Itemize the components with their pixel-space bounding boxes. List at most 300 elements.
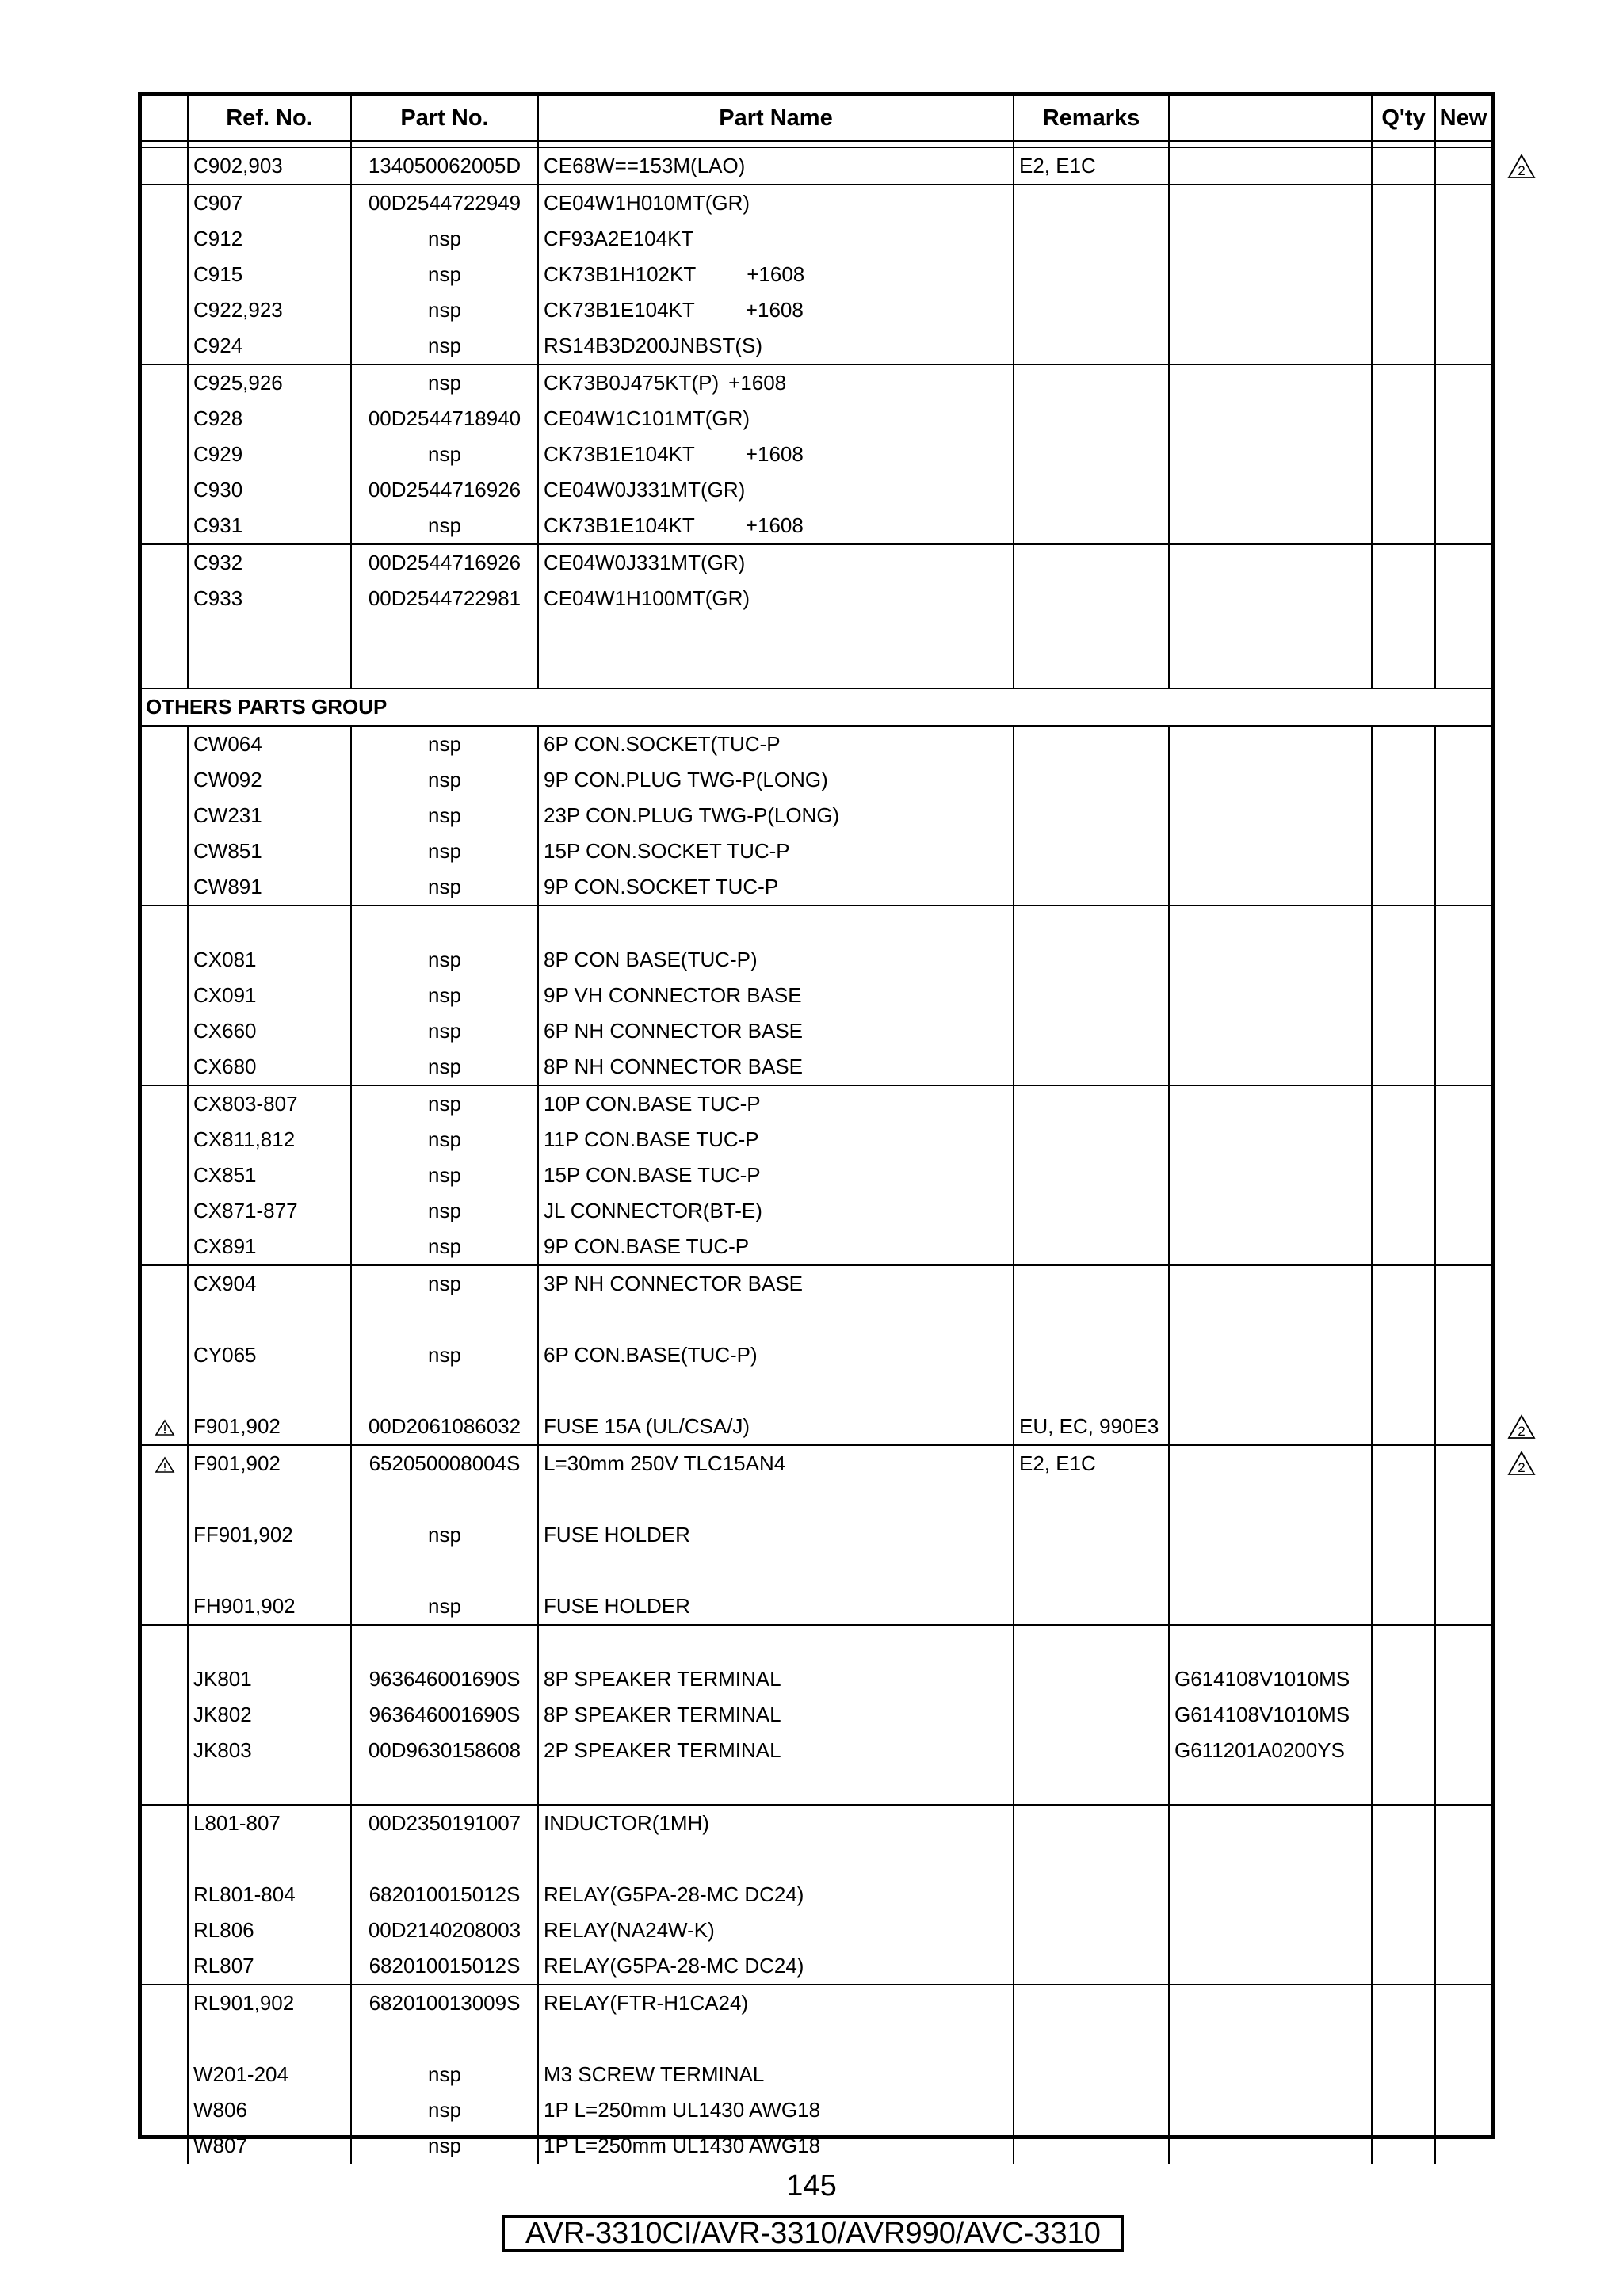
- extra-code-cell: [1169, 2092, 1372, 2128]
- revision-triangle-icon: [1507, 1451, 1536, 1476]
- table-row: [142, 1697, 1491, 1733]
- table-row: [142, 1265, 1491, 1302]
- part-no-cell: nsp: [351, 1265, 538, 1302]
- new-cell: [1435, 2128, 1491, 2164]
- ref-no-cell: C933: [188, 581, 351, 616]
- remarks-cell: [1014, 869, 1169, 906]
- remarks-cell: [1014, 437, 1169, 472]
- qty-cell: [1372, 1517, 1435, 1553]
- qty-cell: [1372, 581, 1435, 616]
- part-no-cell: 00D9630158608: [351, 1733, 538, 1768]
- warning-cell: [142, 147, 188, 185]
- new-cell: [1435, 1985, 1491, 2021]
- part-no-cell: [351, 2021, 538, 2057]
- extra-code-cell: [1169, 364, 1372, 401]
- ref-no-cell: CW891: [188, 869, 351, 906]
- remarks-cell: [1014, 1373, 1169, 1409]
- warning-cell: [142, 1625, 188, 1661]
- ref-no-cell: C907: [188, 185, 351, 221]
- new-cell: [1435, 257, 1491, 292]
- new-cell: [1435, 1193, 1491, 1229]
- warning-cell: [142, 1373, 188, 1409]
- warning-cell: [142, 942, 188, 978]
- warning-cell: [142, 2092, 188, 2128]
- extra-code-cell: [1169, 1122, 1372, 1158]
- part-name-text: CF93A2E104KT: [544, 227, 694, 250]
- part-name-text: 15P CON.SOCKET TUC-P: [544, 839, 790, 863]
- part-name-text: FUSE 15A (UL/CSA/J): [544, 1414, 750, 1438]
- table-row: [142, 364, 1491, 401]
- table-row: [142, 1193, 1491, 1229]
- new-cell: [1435, 185, 1491, 221]
- extra-code-cell: G614108V1010MS: [1169, 1661, 1372, 1697]
- table-row: [142, 147, 1491, 185]
- part-name-cell: [538, 942, 1014, 978]
- warning-cell: [142, 581, 188, 616]
- ref-no-cell: RL901,902: [188, 1985, 351, 2021]
- remarks-cell: [1014, 1482, 1169, 1517]
- warning-cell: [142, 1733, 188, 1768]
- ref-no-cell: RL807: [188, 1948, 351, 1985]
- ref-no-cell: [188, 1482, 351, 1517]
- qty-cell: [1372, 652, 1435, 688]
- warning-cell: [142, 1122, 188, 1158]
- header-row: [142, 96, 1491, 141]
- qty-cell: [1372, 1948, 1435, 1985]
- qty-cell: [1372, 1265, 1435, 1302]
- remarks-cell: E2, E1C: [1014, 147, 1169, 185]
- extra-code-cell: [1169, 1553, 1372, 1589]
- part-name-suffix: +1608: [747, 262, 805, 286]
- part-name-cell: [538, 1517, 1014, 1553]
- table-row: [142, 1122, 1491, 1158]
- extra-code-cell: [1169, 2128, 1372, 2164]
- extra-code-cell: [1169, 1158, 1372, 1193]
- new-cell: [1435, 364, 1491, 401]
- remarks-cell: [1014, 508, 1169, 544]
- table-row: [142, 185, 1491, 221]
- remarks-cell: [1014, 581, 1169, 616]
- part-name-suffix: +1608: [745, 513, 804, 537]
- new-cell: [1435, 1445, 1491, 1482]
- extra-code-cell: G611201A0200YS: [1169, 1733, 1372, 1768]
- part-name-cell: [538, 1985, 1014, 2021]
- part-name-cell: [538, 1265, 1014, 1302]
- part-name-text: 6P CON.BASE(TUC-P): [544, 1343, 758, 1367]
- new-cell: [1435, 1122, 1491, 1158]
- part-no-cell: nsp: [351, 328, 538, 364]
- warning-cell: [142, 1085, 188, 1122]
- ref-no-cell: C922,923: [188, 292, 351, 328]
- ref-no-cell: CX891: [188, 1229, 351, 1265]
- part-name-text: FUSE HOLDER: [544, 1523, 690, 1547]
- part-name-text: 1P L=250mm UL1430 AWG18: [544, 2098, 821, 2122]
- new-cell: [1435, 1768, 1491, 1805]
- part-name-cell: [538, 328, 1014, 364]
- warning-cell: [142, 869, 188, 906]
- part-name-text: CE04W0J331MT(GR): [544, 478, 746, 502]
- table-row: [142, 1913, 1491, 1948]
- part-no-cell: nsp: [351, 221, 538, 257]
- warning-cell: [142, 1302, 188, 1337]
- part-name-text: 10P CON.BASE TUC-P: [544, 1092, 761, 1116]
- remarks-cell: [1014, 978, 1169, 1013]
- part-name-text: 9P VH CONNECTOR BASE: [544, 983, 802, 1007]
- table-row: [142, 2057, 1491, 2092]
- qty-cell: [1372, 401, 1435, 437]
- ref-no-cell: C930: [188, 472, 351, 508]
- qty-cell: [1372, 1122, 1435, 1158]
- warning-cell: [142, 1553, 188, 1589]
- ref-no-cell: JK803: [188, 1733, 351, 1768]
- remarks-cell: [1014, 652, 1169, 688]
- ref-no-cell: FH901,902: [188, 1589, 351, 1625]
- part-name-text: 8P NH CONNECTOR BASE: [544, 1055, 804, 1078]
- qty-cell: [1372, 942, 1435, 978]
- remarks-cell: [1014, 1553, 1169, 1589]
- remarks-cell: [1014, 221, 1169, 257]
- warning-cell: [142, 2128, 188, 2164]
- table-row: [142, 1841, 1491, 1877]
- warning-cell: [142, 328, 188, 364]
- header-gap-row: [142, 141, 1491, 147]
- new-cell: [1435, 292, 1491, 328]
- extra-code-cell: [1169, 1948, 1372, 1985]
- part-name-text: INDUCTOR(1MH): [544, 1811, 709, 1835]
- qty-cell: [1372, 1409, 1435, 1445]
- ref-no-cell: [188, 652, 351, 688]
- remarks-cell: [1014, 1517, 1169, 1553]
- ref-no-cell: [188, 1768, 351, 1805]
- part-name-text: RELAY(G5PA-28-MC DC24): [544, 1954, 804, 1978]
- part-no-cell: nsp: [351, 798, 538, 833]
- remarks-cell: [1014, 2021, 1169, 2057]
- col-new: New: [1435, 96, 1491, 141]
- part-no-cell: nsp: [351, 1193, 538, 1229]
- ref-no-cell: F901,902: [188, 1409, 351, 1445]
- qty-cell: [1372, 1373, 1435, 1409]
- warning-cell: [142, 1768, 188, 1805]
- ref-no-cell: CW064: [188, 726, 351, 762]
- part-name-text: 9P CON.BASE TUC-P: [544, 1234, 750, 1258]
- part-name-text: 8P CON BASE(TUC-P): [544, 948, 758, 971]
- part-no-cell: nsp: [351, 978, 538, 1013]
- warning-cell: [142, 2021, 188, 2057]
- ref-no-cell: [188, 1373, 351, 1409]
- caution-icon: [155, 1456, 175, 1474]
- qty-cell: [1372, 978, 1435, 1013]
- ref-no-cell: CX851: [188, 1158, 351, 1193]
- warning-cell: [142, 401, 188, 437]
- part-name-text: 3P NH CONNECTOR BASE: [544, 1272, 804, 1295]
- ref-no-cell: CX904: [188, 1265, 351, 1302]
- part-no-cell: [351, 1625, 538, 1661]
- part-name-cell: [538, 1877, 1014, 1913]
- table-row: [142, 1517, 1491, 1553]
- part-no-cell: nsp: [351, 1013, 538, 1049]
- warning-cell: [142, 2057, 188, 2092]
- table-row: [142, 472, 1491, 508]
- extra-code-cell: [1169, 1913, 1372, 1948]
- part-name-cell: [538, 401, 1014, 437]
- part-name-cell: [538, 1445, 1014, 1482]
- table-row: [142, 1482, 1491, 1517]
- part-name-suffix: +1608: [745, 298, 804, 322]
- new-cell: [1435, 1625, 1491, 1661]
- ref-no-cell: C928: [188, 401, 351, 437]
- remarks-cell: [1014, 472, 1169, 508]
- part-name-cell: [538, 798, 1014, 833]
- remarks-cell: [1014, 2057, 1169, 2092]
- extra-code-cell: [1169, 652, 1372, 688]
- new-cell: [1435, 1517, 1491, 1553]
- part-name-text: CE04W1H100MT(GR): [544, 586, 750, 610]
- warning-cell: [142, 437, 188, 472]
- extra-code-cell: [1169, 1445, 1372, 1482]
- qty-cell: [1372, 2021, 1435, 2057]
- qty-cell: [1372, 1193, 1435, 1229]
- warning-cell: [142, 1337, 188, 1373]
- part-no-cell: 00D2140208003: [351, 1913, 538, 1948]
- new-cell: [1435, 1302, 1491, 1337]
- part-name-text: CE68W==153M(LAO): [544, 154, 746, 177]
- remarks-cell: [1014, 328, 1169, 364]
- remarks-cell: [1014, 1302, 1169, 1337]
- remarks-cell: [1014, 1805, 1169, 1841]
- qty-cell: [1372, 1805, 1435, 1841]
- warning-cell: [142, 1158, 188, 1193]
- extra-code-cell: [1169, 1877, 1372, 1913]
- warning-cell: [142, 257, 188, 292]
- warning-cell: [142, 508, 188, 544]
- part-name-text: CE04W1H010MT(GR): [544, 191, 750, 215]
- part-no-cell: 682010013009S: [351, 1985, 538, 2021]
- part-no-cell: nsp: [351, 1517, 538, 1553]
- extra-code-cell: [1169, 1229, 1372, 1265]
- part-no-cell: nsp: [351, 762, 538, 798]
- remarks-cell: [1014, 1049, 1169, 1085]
- extra-code-cell: [1169, 185, 1372, 221]
- part-name-cell: [538, 508, 1014, 544]
- col-part-no: Part No.: [351, 96, 538, 141]
- remarks-cell: [1014, 1985, 1169, 2021]
- part-name-cell: [538, 1229, 1014, 1265]
- remarks-cell: EU, EC, 990E3: [1014, 1409, 1169, 1445]
- part-name-suffix: +1608: [745, 442, 804, 466]
- extra-code-cell: [1169, 616, 1372, 652]
- warning-cell: [142, 1482, 188, 1517]
- part-name-cell: [538, 364, 1014, 401]
- extra-code-cell: [1169, 147, 1372, 185]
- new-cell: [1435, 1553, 1491, 1589]
- new-cell: [1435, 508, 1491, 544]
- part-no-cell: nsp: [351, 364, 538, 401]
- remarks-cell: [1014, 1013, 1169, 1049]
- part-name-cell: [538, 906, 1014, 942]
- qty-cell: [1372, 1661, 1435, 1697]
- remarks-cell: [1014, 762, 1169, 798]
- extra-code-cell: [1169, 1302, 1372, 1337]
- remarks-cell: [1014, 401, 1169, 437]
- part-name-cell: [538, 1697, 1014, 1733]
- extra-code-cell: [1169, 292, 1372, 328]
- new-cell: [1435, 1049, 1491, 1085]
- part-name-text: RELAY(NA24W-K): [544, 1918, 715, 1942]
- qty-cell: [1372, 1445, 1435, 1482]
- ref-no-cell: C915: [188, 257, 351, 292]
- part-name-cell: [538, 1948, 1014, 1985]
- part-name-cell: [538, 1013, 1014, 1049]
- ref-no-cell: C902,903: [188, 147, 351, 185]
- part-no-cell: nsp: [351, 726, 538, 762]
- warning-cell: [142, 1948, 188, 1985]
- qty-cell: [1372, 1877, 1435, 1913]
- table-row: [142, 1373, 1491, 1409]
- qty-cell: [1372, 726, 1435, 762]
- qty-cell: [1372, 906, 1435, 942]
- table-row: [142, 1409, 1491, 1445]
- part-no-cell: nsp: [351, 1049, 538, 1085]
- qty-cell: [1372, 1553, 1435, 1589]
- extra-code-cell: [1169, 1589, 1372, 1625]
- warning-cell: [142, 1877, 188, 1913]
- ref-no-cell: [188, 616, 351, 652]
- qty-cell: [1372, 364, 1435, 401]
- table-row: [142, 221, 1491, 257]
- extra-code-cell: [1169, 1625, 1372, 1661]
- new-cell: [1435, 2092, 1491, 2128]
- new-cell: [1435, 942, 1491, 978]
- new-cell: [1435, 1661, 1491, 1697]
- extra-code-cell: [1169, 762, 1372, 798]
- table-row: [142, 1013, 1491, 1049]
- ref-no-cell: JK801: [188, 1661, 351, 1697]
- table-row: [142, 1049, 1491, 1085]
- part-no-cell: nsp: [351, 1337, 538, 1373]
- table-row: [142, 1085, 1491, 1122]
- part-name-text: L=30mm 250V TLC15AN4: [544, 1451, 786, 1475]
- part-no-cell: 134050062005D: [351, 147, 538, 185]
- table-row: [142, 1733, 1491, 1768]
- part-name-cell: [538, 544, 1014, 581]
- part-name-text: JL CONNECTOR(BT-E): [544, 1199, 762, 1222]
- extra-code-cell: [1169, 1409, 1372, 1445]
- new-cell: [1435, 1337, 1491, 1373]
- extra-code-cell: [1169, 726, 1372, 762]
- parts-list-sheet: [138, 92, 1495, 2157]
- part-no-cell: [351, 1841, 538, 1877]
- table-row: [142, 762, 1491, 798]
- part-no-cell: 00D2544722981: [351, 581, 538, 616]
- part-no-cell: [351, 616, 538, 652]
- extra-code-cell: [1169, 2021, 1372, 2057]
- warning-cell: [142, 798, 188, 833]
- part-name-cell: [538, 726, 1014, 762]
- new-cell: [1435, 833, 1491, 869]
- remarks-cell: [1014, 1625, 1169, 1661]
- remarks-cell: [1014, 544, 1169, 581]
- new-cell: [1435, 437, 1491, 472]
- warning-cell: [142, 726, 188, 762]
- warning-cell: [142, 1985, 188, 2021]
- remarks-cell: [1014, 1337, 1169, 1373]
- new-cell: [1435, 1158, 1491, 1193]
- part-no-cell: nsp: [351, 508, 538, 544]
- remarks-cell: [1014, 1265, 1169, 1302]
- table-row: [142, 616, 1491, 652]
- part-no-cell: 00D2544716926: [351, 472, 538, 508]
- part-no-cell: [351, 1768, 538, 1805]
- part-no-cell: [351, 1553, 538, 1589]
- warning-cell: [142, 1193, 188, 1229]
- table-row: [142, 2128, 1491, 2164]
- part-no-cell: 963646001690S: [351, 1697, 538, 1733]
- part-no-cell: nsp: [351, 292, 538, 328]
- part-name-text: 23P CON.PLUG TWG-P(LONG): [544, 803, 840, 827]
- warning-cell: [142, 1229, 188, 1265]
- new-cell: [1435, 1805, 1491, 1841]
- ref-no-cell: [188, 1841, 351, 1877]
- part-name-text: CK73B1E104KT: [544, 298, 695, 322]
- new-cell: [1435, 1085, 1491, 1122]
- table-row: [142, 1625, 1491, 1661]
- table-row: [142, 978, 1491, 1013]
- remarks-cell: [1014, 1697, 1169, 1733]
- parts-table: [142, 96, 1491, 2164]
- extra-code-cell: [1169, 1768, 1372, 1805]
- part-name-cell: [538, 1733, 1014, 1768]
- ref-no-cell: RL801-804: [188, 1877, 351, 1913]
- table-row: [142, 581, 1491, 616]
- warning-cell: [142, 1409, 188, 1445]
- ref-no-cell: FF901,902: [188, 1517, 351, 1553]
- part-no-cell: [351, 906, 538, 942]
- warning-cell: [142, 221, 188, 257]
- part-no-cell: [351, 1302, 538, 1337]
- part-name-cell: [538, 762, 1014, 798]
- extra-code-cell: [1169, 869, 1372, 906]
- part-name-cell: [538, 1589, 1014, 1625]
- table-row: [142, 257, 1491, 292]
- qty-cell: [1372, 147, 1435, 185]
- qty-cell: [1372, 833, 1435, 869]
- part-no-cell: nsp: [351, 1085, 538, 1122]
- extra-code-cell: [1169, 544, 1372, 581]
- remarks-cell: [1014, 1158, 1169, 1193]
- part-name-cell: [538, 147, 1014, 185]
- table-row: [142, 1337, 1491, 1373]
- new-cell: [1435, 544, 1491, 581]
- new-cell: [1435, 1373, 1491, 1409]
- warning-cell: [142, 978, 188, 1013]
- part-name-cell: [538, 1122, 1014, 1158]
- new-cell: [1435, 1733, 1491, 1768]
- part-name-cell: [538, 652, 1014, 688]
- caution-icon: [155, 1419, 175, 1436]
- new-cell: [1435, 1948, 1491, 1985]
- warning-cell: [142, 1445, 188, 1482]
- part-name-cell: [538, 1805, 1014, 1841]
- new-cell: [1435, 1013, 1491, 1049]
- revision-number: 2: [1518, 162, 1526, 178]
- extra-code-cell: [1169, 581, 1372, 616]
- part-no-cell: nsp: [351, 2057, 538, 2092]
- table-row: [142, 437, 1491, 472]
- qty-cell: [1372, 798, 1435, 833]
- table-row: [142, 906, 1491, 942]
- remarks-cell: [1014, 1913, 1169, 1948]
- part-name-text: CK73B1E104KT: [544, 442, 695, 466]
